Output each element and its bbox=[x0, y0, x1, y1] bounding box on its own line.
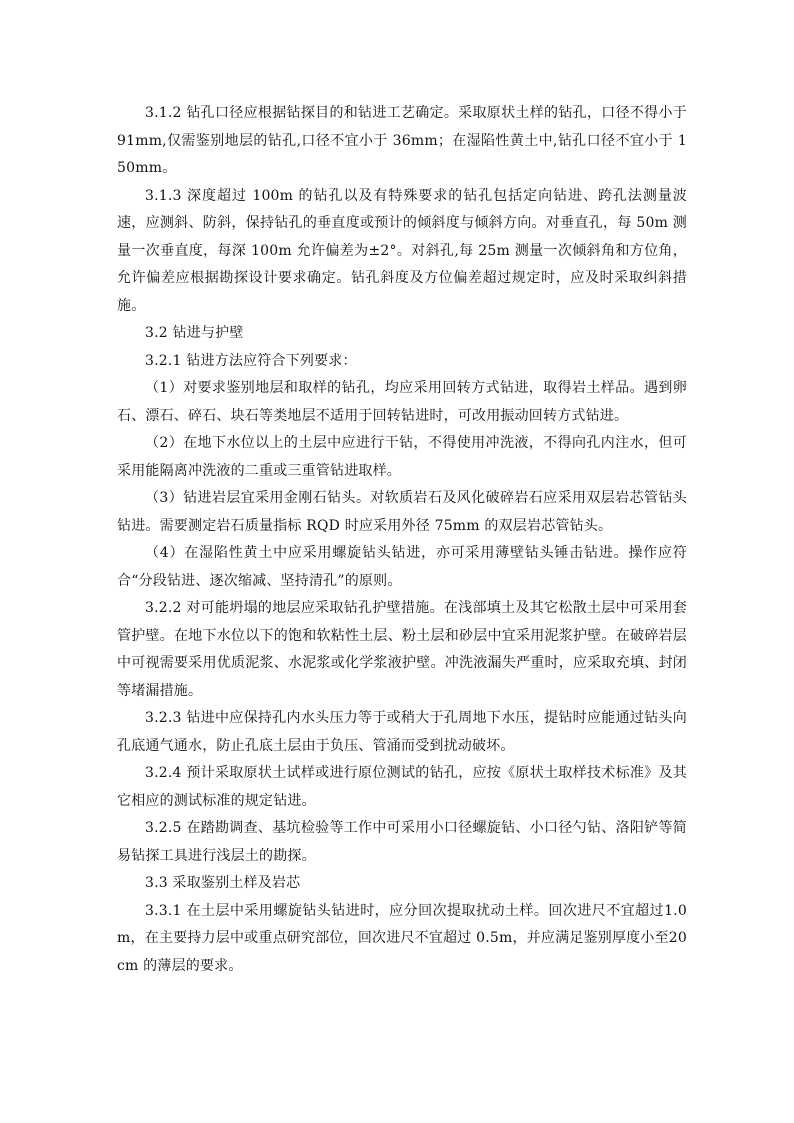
paragraph-3-1-3: 3.1.3 深度超过 100m 的钻孔以及有特殊要求的钻孔包括定向钻进、跨孔法测量波速，应测斜、防斜，保持钻孔的垂直度或预计的倾斜度与倾斜方向。对垂直孔，每 50m 测量一次垂直度，每深 100m 允许偏差为±2°。对斜孔,每 25m 测量一次倾斜角和方位角，允许偏差应根据勘探设计要求确定。钻孔斜度及方位偏差超过规定时，应及时采取纠斜措施。 bbox=[117, 187, 687, 314]
section-heading-3-3: 3.3 采取鉴别土样及岩芯 bbox=[145, 875, 301, 891]
paragraph-3-1-2: 3.1.2 钻孔口径应根据钻探目的和钻进工艺确定。采取原状土样的钻孔，口径不得小于91mm,仅需鉴别地层的钻孔,口径不宜小于 36mm；在湿陷性黄土中,钻孔口径不宜小于 150mm。 bbox=[117, 105, 687, 176]
paragraph-3-2-4: 3.2.4 预计采取原状土试样或进行原位测试的钻孔，应按《原状土取样技术标准》及其它相应的测试标准的规定钻进。 bbox=[117, 765, 687, 809]
list-item-4: （4）在湿陷性黄土中应采用螺旋钻头钻进，亦可采用薄壁钻头锤击钻进。操作应符合“分段钻进、逐次缩减、坚持清孔”的原则。 bbox=[117, 545, 687, 589]
list-item-2: （2）在地下水位以上的土层中应进行干钻，不得使用冲洗液，不得向孔内注水，但可采用能隔离冲洗液的二重或三重管钻进取样。 bbox=[117, 435, 687, 479]
list-item-1: （1）对要求鉴别地层和取样的钻孔，均应采用回转方式钻进，取得岩土样品。遇到卵石、漂石、碎石、块石等类地层不适用于回转钻进时，可改用振动回转方式钻进。 bbox=[117, 380, 687, 424]
paragraph-3-2-3: 3.2.3 钻进中应保持孔内水头压力等于或稍大于孔周地下水压，提钻时应能通过钻头向孔底通气通水，防止孔底土层由于负压、管涌而受到扰动破坏。 bbox=[117, 710, 687, 754]
paragraph-3-2-2: 3.2.2 对可能坍塌的地层应采取钻孔护壁措施。在浅部填土及其它松散土层中可采用套管护壁。在地下水位以下的饱和软粘性土层、粉土层和砂层中宜采用泥浆护壁。在破碎岩层中可视需要采用优质泥浆、水泥浆或化学浆液护壁。冲洗液漏失严重时，应采取充填、封闭等堵漏措施。 bbox=[117, 600, 687, 699]
document-body bbox=[117, 100, 687, 980]
section-heading-3-2: 3.2 钻进与护壁 bbox=[145, 325, 244, 341]
paragraph-3-3-1: 3.3.1 在土层中采用螺旋钻头钻进时，应分回次提取扰动土样。回次进尺不宜超过1.0m，在主要持力层中或重点研究部位，回次进尺不宜超过 0.5m，并应满足鉴别厚度小至20cm 的薄层的要求。 bbox=[117, 902, 687, 974]
paragraph-3-2-1: 3.2.1 钻进方法应符合下列要求： bbox=[145, 352, 357, 369]
list-item-3: （3）钻进岩层宜采用金刚石钻头。对软质岩石及风化破碎岩石应采用双层岩芯管钻头钻进。需要测定岩石质量指标 RQD 时应采用外径 75mm 的双层岩芯管钻头。 bbox=[117, 490, 687, 534]
paragraph-3-2-5: 3.2.5 在踏勘调查、基坑检验等工作中可采用小口径螺旋钻、小口径勺钻、洛阳铲等简易钻探工具进行浅层土的勘探。 bbox=[117, 820, 687, 864]
